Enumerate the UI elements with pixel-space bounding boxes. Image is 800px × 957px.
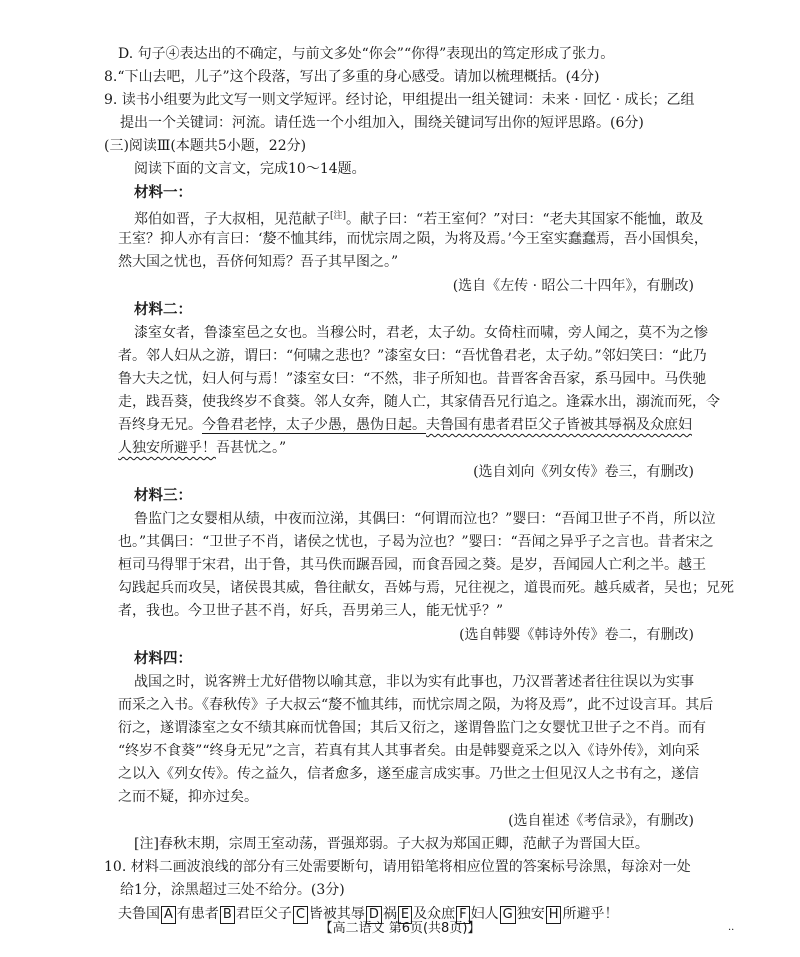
material-3-line3: 桓司马得罪于宋君，出于鲁，其马佚而蹍吾园，而食吾园之葵。是岁，吾闻园人亡利之半。越王 <box>118 557 706 573</box>
material-3-line4: 勾践起兵而攻吴，诸侯畏其威，鲁往献女，吾姊与焉，兄往视之，道畏而死。越兵威者，吴也；兄死 <box>118 580 734 596</box>
underlined-sentence: 今鲁君老悖，太子少愚，愚伪日起。 <box>202 417 426 433</box>
option-box-b[interactable]: B <box>220 906 235 924</box>
material-4-line5: 之以入《列女传》。传之益久，信者愈多，遂至虚言成实事。乃世之士但见汉人之书有之，遂信 <box>118 766 699 782</box>
material-3-heading: 材料三： <box>134 488 192 504</box>
material-3-source: (选自韩婴《韩诗外传》卷二，有删改) <box>459 627 694 643</box>
material-2-line1: 漆室女者，鲁漆室邑之女也。当穆公时，君老，太子幼。女倚柱而啸，旁人闻之，莫不为之惨 <box>134 325 708 341</box>
material-2-line6: 人独安所避乎！吾甚忧之。” <box>118 440 287 456</box>
page-footer: 【高二语文 第6页(共8页)】 <box>319 921 481 936</box>
material-2-line4: 走，践吾葵，使我终岁不食葵。邻人女奔，随人亡，其家倩吾兄行追之。逢霖水出，溺流而死，令 <box>118 394 720 410</box>
material-4-line6: 之而不疑，抑亦过矣。 <box>118 789 258 805</box>
annotation-note: [注]春秋末期，宗周王室动荡，晋强郑弱。子大叔为郑国正卿，范献子为晋国大臣。 <box>134 836 649 852</box>
q7-option-d: D. 句子④表达出的不确定，与前文多处“你会”“你得”表现出的笃定形成了张力。 <box>118 46 615 62</box>
material-1-line1: 郑伯如晋，子大叔相，见范献子[注]。献子曰：“若王室何？”对曰：“老夫其国家不能恤，敢及 <box>134 211 704 228</box>
option-box-d[interactable]: D <box>366 906 382 924</box>
material-1-source: (选自《左传 · 昭公二十四年》，有删改) <box>452 278 694 294</box>
material-2-line3: 鲁大夫之忧，妇人何与焉！”漆室女曰：“不然，非子所知也。昔晋客舍吾家，系马园中。马佚驰 <box>118 371 707 387</box>
question-10-line1: 10. 材料二画波浪线的部分有三处需要断句，请用铅笔将相应位置的答案标号涂黑，每涂对一处 <box>104 859 691 875</box>
reading-instruction: 阅读下面的文言文，完成10～14题。 <box>134 161 366 177</box>
question-10-line2: 给1分，涂黑超过三处不给分。(3分) <box>120 882 345 898</box>
material-2-line5: 吾终身无兄。今鲁君老悖，太子少愚，愚伪日起。夫鲁国有患者君臣父子皆被其辱祸及众庶妇 <box>118 417 692 433</box>
material-2-source: (选自刘向《列女传》卷三，有删改) <box>473 464 694 480</box>
material-1-line3: 然大国之忧也，吾侪何知焉？吾子其早图之。” <box>118 254 399 270</box>
section-3-heading: (三)阅读Ⅲ(本题共5小题，22分) <box>104 138 307 154</box>
material-4-line4: “终岁不食葵”“终身无兄”之言，若真有其人其事者矣。由是韩婴竟采之以入《诗外传》，刘向采 <box>118 743 700 759</box>
material-3-line1: 鲁监门之女婴相从绩，中夜而泣涕，其偶曰：“何谓而泣也？”婴曰：“吾闻卫世子不肖，所以泣 <box>134 511 716 527</box>
option-box-a[interactable]: A <box>161 906 176 924</box>
question-9-line2: 提出一个关键词：河流。请任选一个小组加入，围绕关键词写出你的短评思路。(6分) <box>120 115 644 131</box>
option-box-h[interactable]: H <box>546 906 562 924</box>
material-3-line5: 者，我也。今卫世子甚不肖，好兵，吾男弟三人，能无忧乎？” <box>118 603 504 619</box>
material-4-line1: 战国之时，说客辨士尤好借物以喻其意，非以为实有此事也，乃汉晋著述者往往误以为实事 <box>134 674 694 690</box>
corner-mark: ·· <box>728 925 735 936</box>
option-box-g[interactable]: G <box>500 906 516 924</box>
material-4-line3: 衍之，遂谓漆室之女不绩其麻而忧鲁国；其后又衍之，遂谓鲁监门之女婴忧卫世子之不肖。而有 <box>118 720 706 736</box>
question-9-line1: 9. 读书小组要为此文写一则文学短评。经讨论，甲组提出一组关键词：未来 · 回忆 · 成长；乙组 <box>104 92 695 108</box>
wavy-underlined-text: 人独安所避乎！ <box>118 440 216 456</box>
material-2-heading: 材料二： <box>134 302 192 318</box>
answer-options: 夫鲁国 A 有患者 B 君臣父子 C 皆被其辱 D 祸 E 及众庶 F 妇人 G 独安 H 所避乎！ <box>118 906 619 922</box>
wavy-underlined-text: 夫鲁国有患者君臣父子皆被其辱祸及众庶妇 <box>426 417 692 433</box>
material-1-heading: 材料一： <box>134 185 192 201</box>
material-1-line2: 王室？抑人亦有言曰：‘嫠不恤其纬，而忧宗周之陨，为将及焉。’今王室实蠢蠢焉，吾小国惧矣， <box>118 231 708 247</box>
option-box-e[interactable]: E <box>398 906 412 924</box>
option-box-c[interactable]: C <box>293 906 308 924</box>
material-4-source: (选自崔述《考信录》，有删改) <box>508 813 694 829</box>
material-2-line2: 者。邻人妇从之游，谓曰：“何啸之悲也？”漆室女曰：“吾忧鲁君老，太子幼。”邻妇笑曰：“此乃 <box>118 348 707 364</box>
material-4-line2: 而采之入书。《春秋传》子大叔云“嫠不恤其纬，而忧宗周之陨，为将及焉”，此不过设言耳。其后 <box>118 697 714 713</box>
option-box-f[interactable]: F <box>456 906 469 924</box>
note-marker: [注] <box>330 211 347 221</box>
material-3-line2: 也。”其偶曰：“卫世子不肖，诸侯之忧也，子曷为泣也？”婴曰：“吾闻之异乎子之言也。昔者宋之 <box>118 534 714 550</box>
question-8: 8.“下山去吧，儿子”这个段落，写出了多重的身心感受。请加以梳理概括。(4分) <box>104 69 600 85</box>
material-4-heading: 材料四： <box>134 651 192 667</box>
